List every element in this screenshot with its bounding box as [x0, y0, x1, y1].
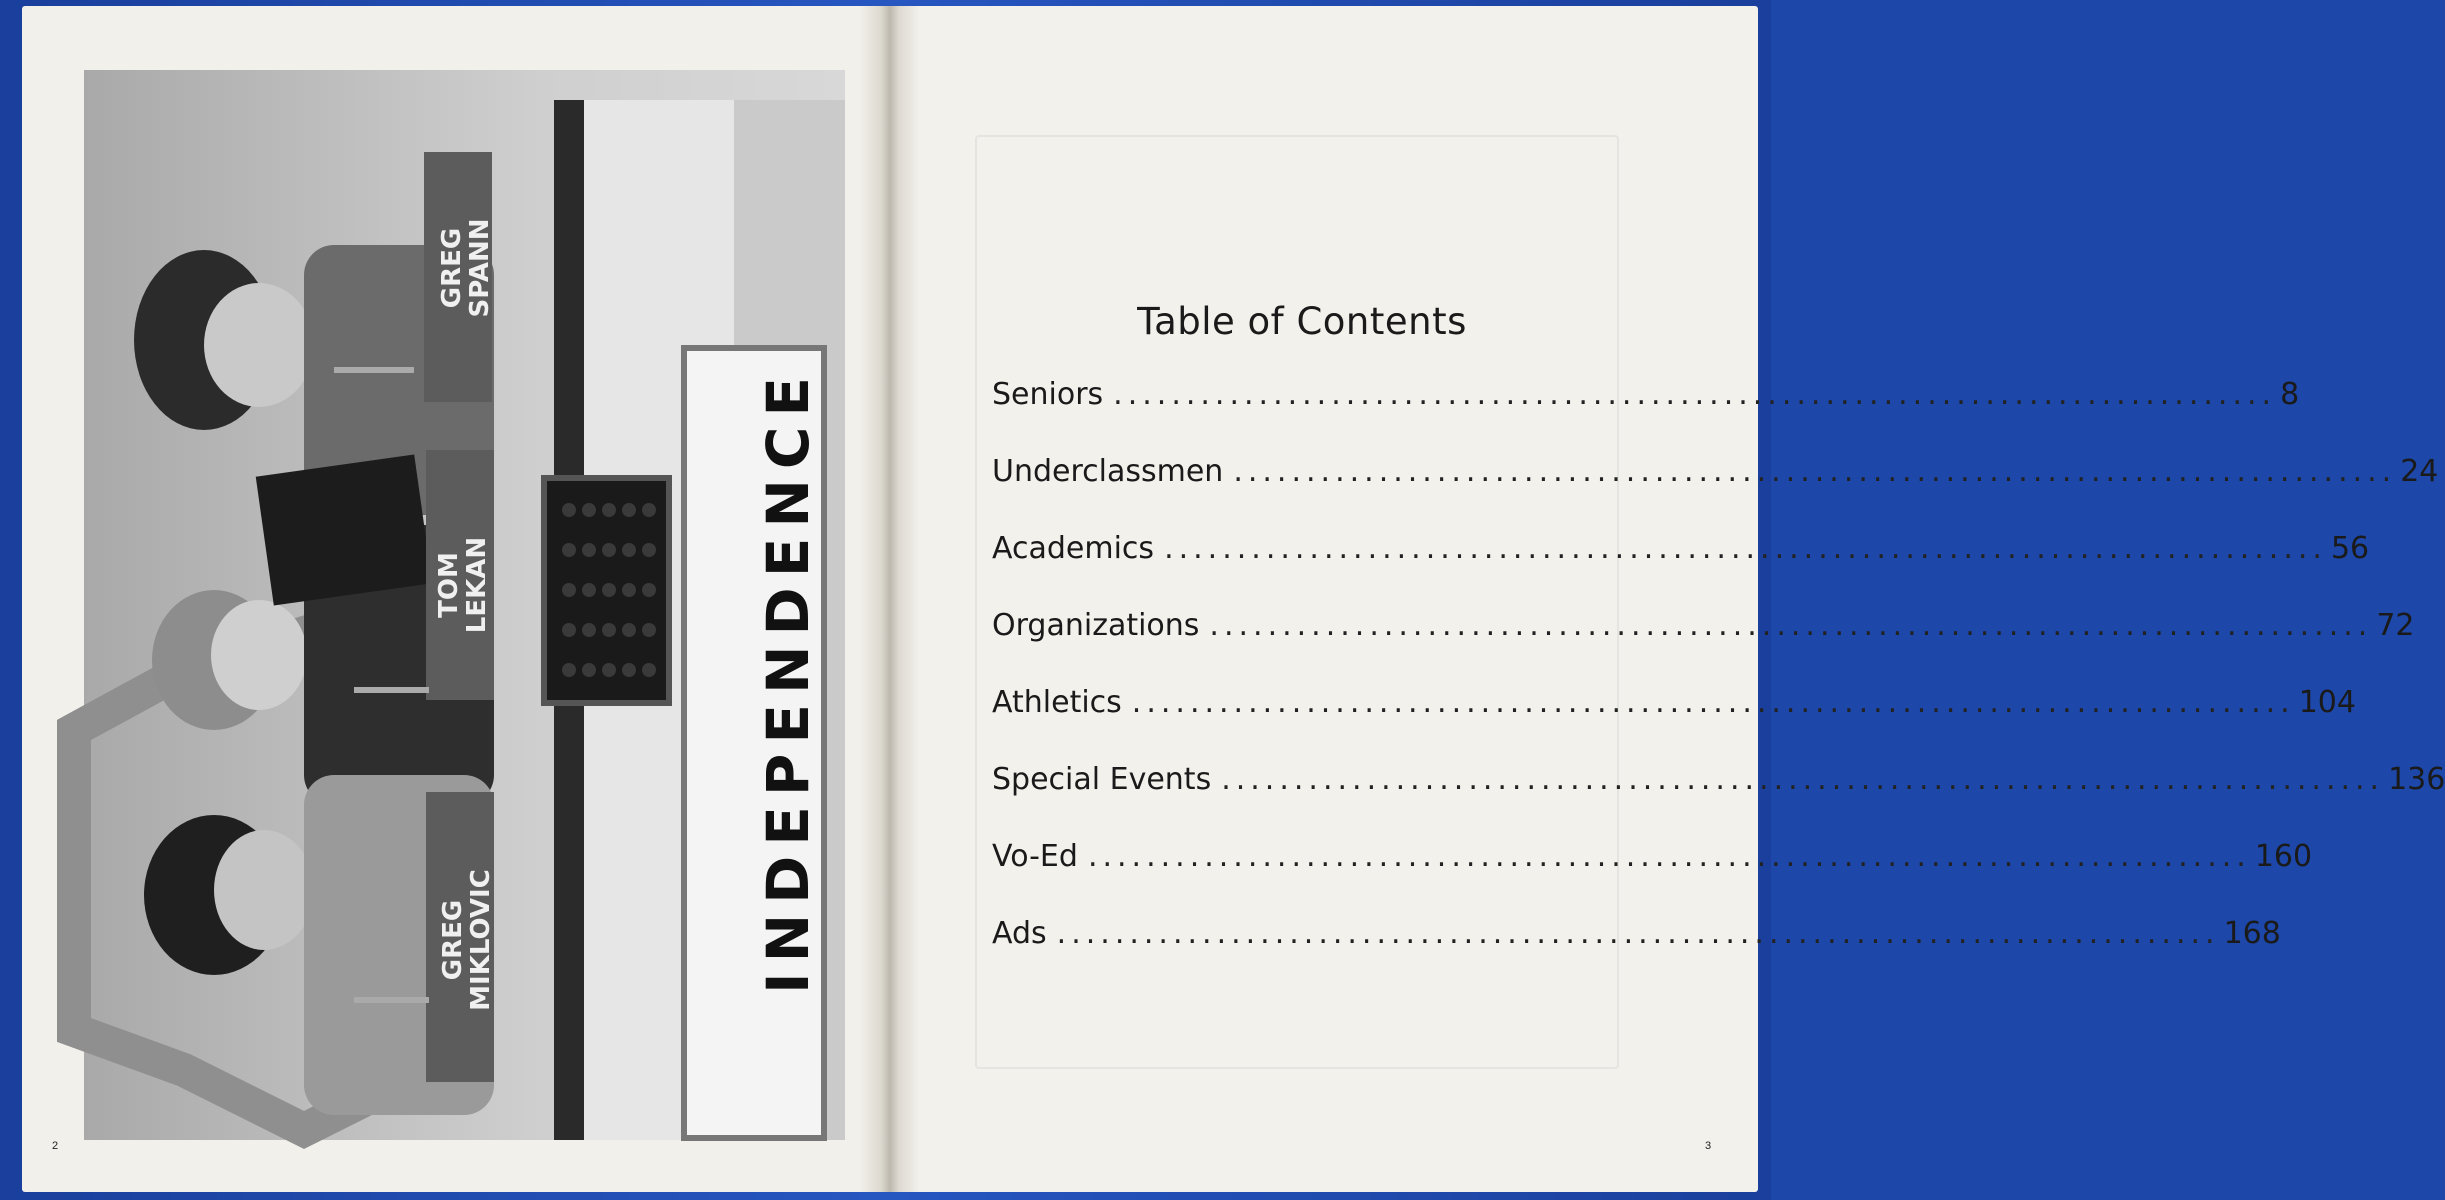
- toc-entry-label: Organizations: [992, 608, 1200, 643]
- independence-sign-text: INDEPENDENCE: [754, 366, 822, 994]
- toc-entry-label: Seniors: [992, 377, 1104, 412]
- table-of-contents: [992, 300, 2445, 993]
- toc-leader-dots: ................................................................................: [1087, 839, 2251, 874]
- nameplate-greg-miklovic: GREG MIKLOVIC: [438, 869, 496, 1011]
- toc-leader-dots: ................................................................................: [1131, 685, 2295, 720]
- toc-entry: [992, 377, 2300, 454]
- toc-entry-page: 160: [2254, 839, 2313, 874]
- toc-entry-page: 72: [2376, 608, 2415, 643]
- toc-entry: [992, 839, 2313, 916]
- toc-leader-dots: ................................................................................: [1113, 377, 2277, 412]
- toc-entry: [992, 608, 2415, 685]
- toc-entry-label: Academics: [992, 531, 1155, 566]
- toc-leader-dots: ................................................................................: [1233, 454, 2397, 489]
- toc-list: [992, 377, 2445, 993]
- toc-entry: [992, 762, 2445, 839]
- toc-leader-dots: ................................................................................: [1209, 608, 2373, 643]
- toc-leader-dots: ................................................................................: [1221, 762, 2385, 797]
- toc-entry-page: 136: [2388, 762, 2445, 797]
- toc-title: Table of Contents: [1137, 300, 1467, 343]
- toc-entry-page: 24: [2400, 454, 2439, 489]
- toc-entry-label: Special Events: [992, 762, 1212, 797]
- toc-entry-label: Athletics: [992, 685, 1122, 720]
- toc-entry-page: 104: [2298, 685, 2356, 720]
- toc-leader-dots: ................................................................................: [1164, 531, 2327, 566]
- toc-entry-page: 168: [2223, 916, 2281, 951]
- book-gutter: [860, 6, 920, 1192]
- toc-entry: [992, 916, 2281, 993]
- page-number-left: 2: [52, 1140, 59, 1152]
- page-number-right: 3: [1705, 1140, 1712, 1152]
- toc-entry: [992, 454, 2439, 531]
- toc-entry-label: Ads: [992, 916, 1047, 951]
- toc-entry-label: Underclassmen: [992, 454, 1224, 489]
- toc-entry-page: 8: [2280, 377, 2300, 412]
- nameplate-greg-spann: GREG SPANN: [437, 218, 495, 318]
- toc-leader-dots: ................................................................................: [1056, 916, 2220, 951]
- toc-entry: [992, 531, 2370, 608]
- toc-entry-label: Vo-Ed: [992, 839, 1078, 874]
- toc-entry-page: 56: [2330, 531, 2370, 566]
- toc-entry: [992, 685, 2356, 762]
- nameplate-tom-lekan: TOM LEKAN: [434, 536, 492, 634]
